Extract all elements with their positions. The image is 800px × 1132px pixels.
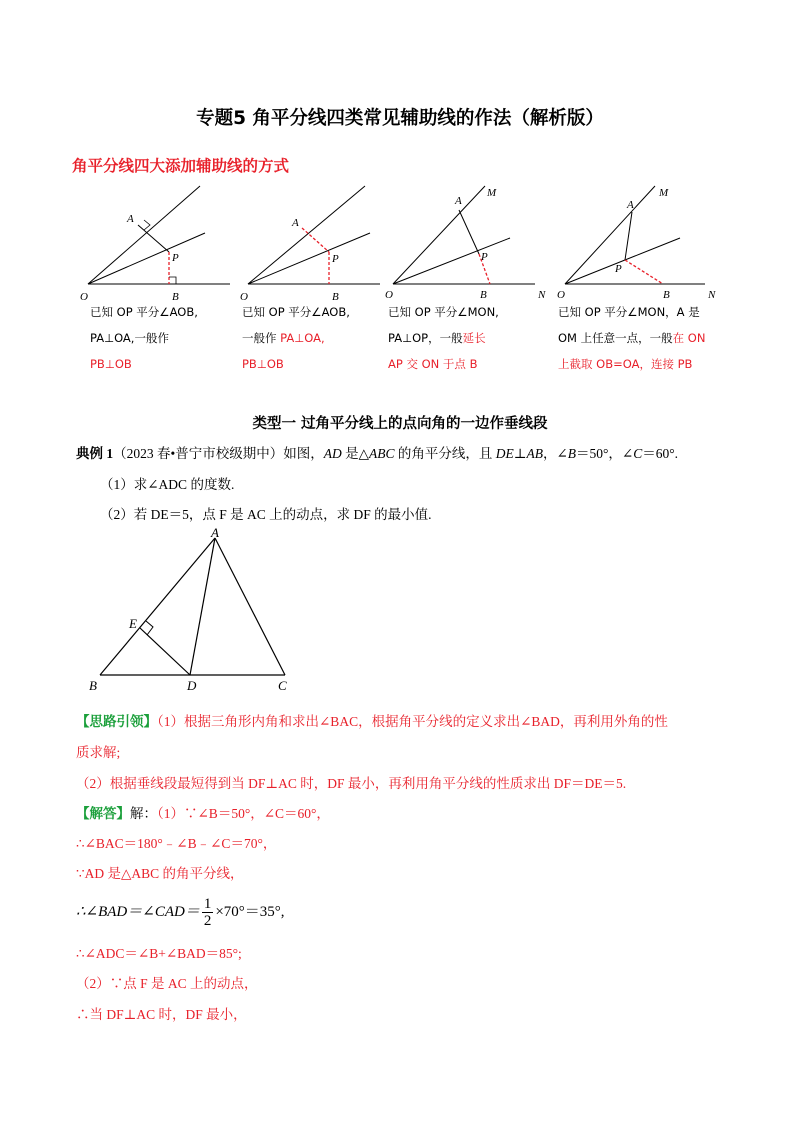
analysis-line3: （2）根据垂线段最短得到当 DF⊥AC 时，DF 最小，再利用角平分线的性质求出 DF＝DE＝5. [76,776,627,791]
example-text-h: ，∠ [542,446,568,461]
example-text-l: ＝60°. [642,446,679,461]
analysis-line1-text: （1）根据三角形内角和求出∠BAC，根据角平分线的定义求出∠BAD，再利用外角的性 [157,714,668,729]
example-text-d: 的角平分线，且 [394,446,496,461]
panel-1-cap-line3: PB⊥OB [90,357,132,371]
solution-tag: 【解答】 [76,806,130,822]
point-A-label: A [455,195,462,207]
panel-2-cap-line2 [242,325,350,351]
fraction [202,896,214,929]
panel-4-figure [555,182,725,301]
point-B-label: B [480,289,487,301]
example-text-i: B [567,446,577,461]
panel-2-cap-line2b: PA⊥OA, [280,331,325,345]
panel-4-cap-line2a: OM 上任意一点，一般 [558,331,673,345]
tri-A-label: A [211,525,219,540]
example-label: 典例 1 [76,446,114,461]
example-text-j: ＝50°，∠ [576,446,634,461]
example-text-g: AB [526,446,543,461]
tri-E-label: E [129,616,137,631]
analysis-line2: 质求解; [76,745,121,760]
example-statement [76,442,678,462]
example-text-f: ⊥ [513,446,527,461]
example-text-k: C [633,446,643,461]
analysis-tag: 【思路引领】 [76,714,157,730]
panel-4-cap-line3: 上截取 OB=OA，连接 PB [558,357,693,371]
solution-l1-red: （1）∵∠B＝50°，∠C＝60°， [157,806,330,821]
panel-3-figure [385,182,555,301]
point-M-label: M [659,187,669,199]
panel-1-cap-line2: PA⊥OA,一般作 [90,331,169,345]
point-A-label: A [292,217,299,229]
point-B-label: B [663,289,670,301]
solution-l1-black: 解： [130,806,157,821]
solution-line1 [76,802,330,822]
panel-2-cap-line2a: 一般作 [242,331,281,345]
point-B-label: B [332,291,339,303]
panel-1 [80,182,240,377]
example-text-a: AD [323,446,342,461]
panel-4 [555,182,725,377]
section-heading: 角平分线四大添加辅助线的方式 [72,157,290,175]
solution-line5: ∴∠ADC＝∠B+∠BAD＝85°; [76,946,242,961]
triangle-figure [85,525,300,695]
panel-3-cap-line2 [388,325,499,351]
panel-3-cap-line1: 已知 OP 平分∠MON, [388,305,499,319]
solution-line6: （2）∵点 F 是 AC 上的动点， [76,976,258,991]
solution-l4-b: ×70°＝35°, [215,903,285,920]
panel-4-cap-line1: 已知 OP 平分∠MON，A 是 [558,305,700,319]
point-P-label: P [332,253,339,265]
solution-line2: ∴∠BAC＝180°﹣∠B﹣∠C＝70°， [76,836,277,851]
fraction-denominator: 2 [203,913,212,929]
example-text-c: ABC [369,446,395,461]
point-A-label: A [127,213,134,225]
solution-line7: ∴当 DF⊥AC 时，DF 最小， [76,1007,247,1022]
point-N-label: N [538,289,546,301]
tri-B-label: B [89,678,97,693]
page-title: 专题5 角平分线四类常见辅助线的作法（解析版） [196,108,604,129]
point-O-label: O [557,289,565,301]
example-text-b: 是△ [341,446,369,461]
tri-D-label: D [187,678,197,693]
point-P-label: P [481,251,488,263]
panel-2-figure [240,182,385,303]
panel-2-cap-line3: PB⊥OB [242,357,284,371]
point-O-label: O [385,289,393,301]
panel-3-cap-line3: AP 交 ON 于点 B [388,357,478,371]
panel-4-cap-line2 [558,325,705,351]
panel-3-cap-line2b: 延长 [462,331,486,345]
fraction-numerator: 1 [203,896,212,912]
panel-3-cap-line2a: PA⊥OP，一般 [388,331,463,345]
solution-line3: ∵AD 是△ABC 的角平分线， [76,866,244,881]
example-text-e: DE [495,446,514,461]
question-1: （1）求∠ADC 的度数. [100,477,235,492]
point-N-label: N [708,289,716,301]
type-heading: 类型一 过角平分线上的点向角的一边作垂线段 [252,416,548,432]
panel-4-cap-line2b: 在 ON [672,331,706,345]
solution-l4-a: ∴∠BAD＝∠CAD＝ [76,903,200,920]
panel-1-cap-line1: 已知 OP 平分∠AOB, [90,305,198,319]
solution-line4 [76,896,285,929]
tri-C-label: C [278,678,287,693]
point-M-label: M [487,187,497,199]
point-O-label: O [80,291,88,303]
point-P-label: P [615,263,622,275]
example-source: （2023 春•普宁市校级期中）如图， [113,446,324,461]
panel-1-figure [80,182,240,303]
point-A-label: A [627,199,634,211]
analysis-line1 [76,710,668,730]
point-B-label: B [172,291,179,303]
panel-2 [240,182,385,377]
point-O-label: O [240,291,248,303]
point-P-label: P [172,252,179,264]
panel-3 [385,182,555,377]
panel-2-cap-line1: 已知 OP 平分∠AOB, [242,305,350,319]
question-2: （2）若 DE＝5，点 F 是 AC 上的动点，求 DF 的最小值. [100,507,432,522]
